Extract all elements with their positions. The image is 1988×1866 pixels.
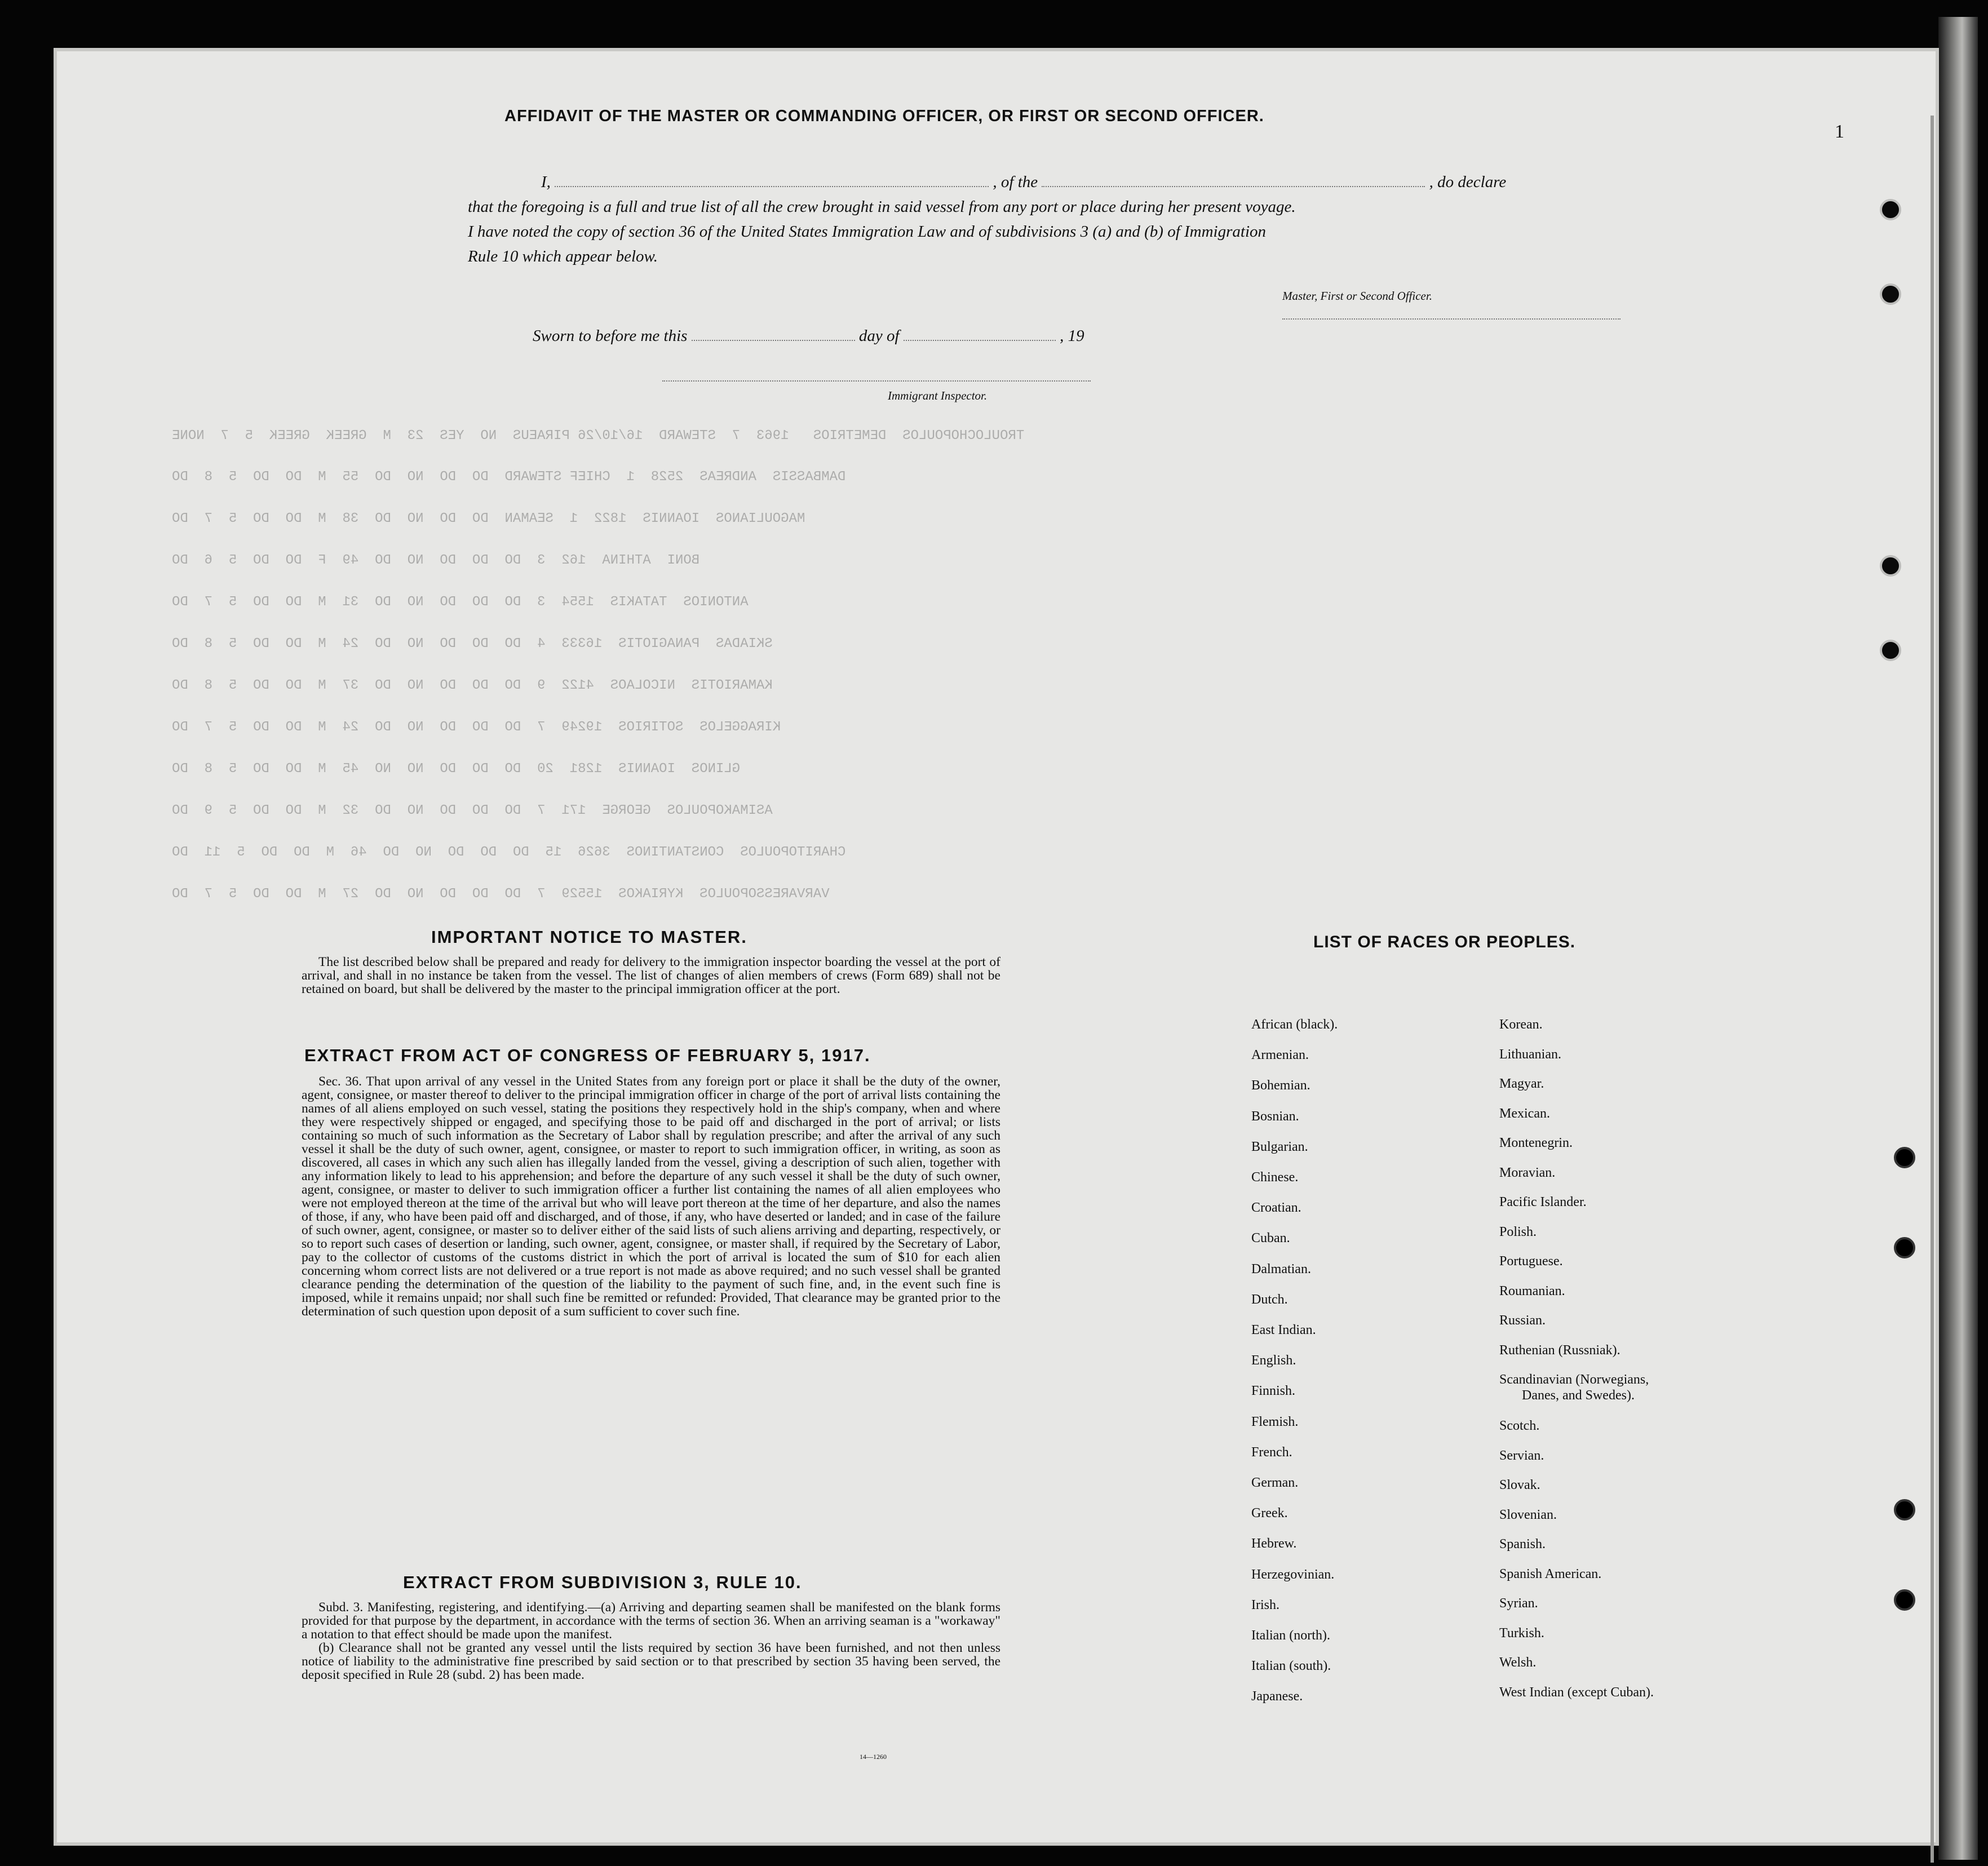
rule-heading: EXTRACT FROM SUBDIVISION 3, RULE 10. — [403, 1572, 802, 1592]
bleed-row: KIRAGGELOS SOTIRIOS 19249 7 DO DO DO NO DO 24 M DO DO 5 7 DO — [172, 720, 781, 735]
bleed-row: CHARITOPOULOS CONSTANTINOS 3626 15 DO DO DO NO DO 46 M DO DO 5 11 DO — [172, 845, 846, 860]
bleed-row: BONI ATHINA 162 3 DO DO DO NO DO 49 F DO DO 5 6 DO — [172, 553, 700, 568]
affidavit-line2: that the foregoing is a full and true list of all the crew brought in said vessel from any port or place during her present voyage. — [468, 198, 1296, 216]
vessel-field[interactable] — [1042, 186, 1425, 187]
race-item: Flemish. — [1251, 1414, 1299, 1429]
bleed-row: SKIADAS PANAGIOTIS 16333 4 DO DO DO NO DO 24 M DO DO 5 8 DO — [172, 636, 773, 651]
race-item: Dalmatian. — [1251, 1261, 1311, 1276]
race-item: Bohemian. — [1251, 1078, 1310, 1093]
race-item: Bosnian. — [1251, 1109, 1299, 1124]
page-edge-strip — [1938, 17, 1978, 1860]
race-item: Japanese. — [1251, 1689, 1303, 1704]
sworn-label: Sworn to before me this — [533, 327, 688, 345]
race-item: Cuban. — [1251, 1231, 1290, 1246]
form-code: 14—1260 — [860, 1753, 887, 1761]
bleed-row: ANTONIOS TATAKIS 1554 3 DO DO DO NO DO 31 M DO DO 5 7 DO — [172, 595, 749, 610]
bleed-row: GLINOS IOANNIS 1281 20 DO DO DO NO NO 45 M DO DO 5 8 DO — [172, 761, 741, 777]
race-item: East Indian. — [1251, 1323, 1316, 1337]
binder-hole — [1880, 199, 1901, 220]
binder-hole — [1880, 640, 1901, 661]
page-number: 1 — [1835, 121, 1844, 142]
race-item: Italian (north). — [1251, 1628, 1330, 1643]
notice-text: The list described below shall be prepared and ready for delivery to the immigration inspector boarding the vessel at the port of arrival, and shall in no instance be taken from the vessel. The list of changes of alien members of crews (Form 689) shall not be retained on board, but shall be delivered by the master to the principal immigration officer at the port. — [302, 955, 1000, 996]
race-item: Italian (south). — [1251, 1659, 1331, 1674]
binder-hole — [1880, 283, 1901, 305]
race-item: Irish. — [1251, 1597, 1279, 1612]
race-item: Croatian. — [1251, 1200, 1301, 1216]
binder-hole — [1894, 1499, 1915, 1521]
race-item: Slovenian. — [1499, 1507, 1557, 1522]
race-item: Turkish. — [1499, 1625, 1544, 1641]
race-item: Dutch. — [1251, 1292, 1288, 1307]
signature-line[interactable] — [1282, 318, 1620, 320]
race-item: African (black). — [1251, 1017, 1338, 1032]
affidavit-title: AFFIDAVIT OF THE MASTER OR COMMANDING OFFICER, OR FIRST OR SECOND OFFICER. — [504, 107, 1264, 125]
manifest-page — [54, 48, 1939, 1846]
race-item: Mexican. — [1499, 1106, 1550, 1121]
race-item: Russian. — [1499, 1313, 1546, 1328]
act-text-block — [302, 1075, 1000, 1318]
i-label: I, — [541, 173, 551, 191]
race-item: Herzegovinian. — [1251, 1567, 1335, 1582]
rule-text-block — [302, 1601, 1000, 1682]
race-item: Magyar. — [1499, 1076, 1544, 1091]
race-item: Danes, and Swedes). — [1522, 1388, 1635, 1403]
affidavit-line3: I have noted the copy of section 36 of the United States Immigration Law and of subdivisions 3 (a) and (b) of Immigration — [468, 223, 1267, 241]
bleed-row: ASIMAKOPOULOS GEORGE 171 7 DO DO DO NO DO 32 M DO DO 5 9 DO — [172, 803, 773, 818]
race-item: Chinese. — [1251, 1170, 1299, 1185]
bleed-row: MAGOULIANOS IOANNIS 1822 1 SEAMAN DO DO NO DO 38 M DO DO 5 7 DO — [172, 511, 805, 526]
race-item: Bulgarian. — [1251, 1139, 1308, 1154]
race-item: Spanish. — [1499, 1537, 1546, 1552]
race-item: Syrian. — [1499, 1596, 1538, 1611]
binder-hole — [1880, 555, 1901, 577]
bleed-row: KAMARIOTIS NICOLAOS 4122 9 DO DO DO NO DO 37 M DO DO 5 8 DO — [172, 678, 773, 693]
race-item: Polish. — [1499, 1224, 1537, 1239]
race-item: Welsh. — [1499, 1655, 1537, 1670]
signature-label: Master, First or Second Officer. — [1282, 289, 1432, 303]
race-item: Ruthenian (Russniak). — [1499, 1342, 1620, 1358]
notice-text-block — [302, 955, 1000, 996]
binder-hole — [1894, 1147, 1915, 1168]
rule-para-a: Subd. 3. Manifesting, registering, and identifying.—(a) Arriving and departing seamen shall be manifested on the blank forms provided for that purpose by the department, in accordance with the terms of section 36. When an arriving seaman is a "workaway" a notation to that effect should be made upon the manifest. — [302, 1600, 1000, 1642]
race-item: Scotch. — [1499, 1419, 1540, 1433]
year-label: , 19 — [1060, 327, 1084, 345]
bleed-row: VARVARESSOPOULOS KYRIAKOS 15529 7 DO DO DO NO DO 27 M DO DO 5 7 DO — [172, 887, 830, 902]
rule-para-b: (b) Clearance shall not be granted any vessel until the lists required by section 36 have been furnished, and not then unless notice of liability to the administrative fine prescribed by said section or to that prescribed by section 35 having been served, the deposit specified in Rule 28 (subd. 2) has been made. — [302, 1641, 1000, 1682]
affidavit-line4: Rule 10 which appear below. — [468, 247, 658, 265]
notice-heading: IMPORTANT NOTICE TO MASTER. — [431, 927, 747, 947]
race-item: Lithuanian. — [1499, 1047, 1561, 1062]
race-item: Korean. — [1499, 1017, 1543, 1032]
race-item: Scandinavian (Norwegians, — [1499, 1372, 1649, 1387]
race-item: French. — [1251, 1444, 1292, 1460]
race-item: Servian. — [1499, 1448, 1544, 1463]
race-item: German. — [1251, 1475, 1299, 1490]
race-item: Armenian. — [1251, 1048, 1309, 1063]
of-the-label: , of the — [993, 173, 1038, 191]
day-of-label: day of — [858, 327, 900, 345]
name-field[interactable] — [555, 186, 989, 187]
race-item: Finnish. — [1251, 1384, 1296, 1399]
binder-hole — [1894, 1589, 1915, 1611]
race-item: Slovak. — [1499, 1478, 1540, 1492]
race-item: Montenegrin. — [1499, 1136, 1573, 1150]
bleed-row: DAMBASSIS ANDREAS 2528 1 CHIEF STEWARD DO DO NO DO 55 M DO DO 5 8 DO — [172, 469, 846, 485]
declare-label: , do declare — [1429, 173, 1507, 191]
race-item: Portuguese. — [1499, 1254, 1563, 1269]
sworn-month-field[interactable] — [904, 340, 1056, 341]
race-item: Roumanian. — [1499, 1283, 1565, 1298]
sworn-day-field[interactable] — [692, 340, 855, 341]
inspector-line[interactable] — [662, 380, 1091, 382]
act-text: Sec. 36. That upon arrival of any vessel in the United States from any foreign port or place it shall be the duty of the owner, agent, consignee, or master thereof to deliver to the principal immigration officer in charge of the port of arrival lists containing the names of all aliens employed on such vessel, stating the positions they respectively hold in the ship's company, when and where they were respectively shipped or engaged, and specifying those to be paid off and discharged in the port of arrival; or lists containing so much of such information as the Secretary of Labor shall by regulation prescribe; and after the arrival of any such vessel it shall be the duty of such owner, agent, consignee, or master to report to such immigration officer, in writing, as soon as discovered, all cases in which any such alien has illegally landed from the vessel, giving a description of such alien, together with any information likely to lead to his apprehension; and before the departure of any such vessel it shall be the duty of such owner, agent, consignee, or master to deliver to such immigration officer a further list containing the names of all alien employees who were not employed thereon at the time of the arrival but who will leave port thereon at the time of her departure, and also the names of those, if any, who have been paid off and discharged, and of those, if any, who have deserted or landed; and in case of the failure of such owner, agent, consignee, or master so to deliver either of the said lists of such aliens arriving and departing, respectively, or so to report such cases of desertion or landing, such owner, agent, consignee, or master shall, if required by the Secretary of Labor, pay to the collector of customs of the customs district in which the port of arrival is located the sum of $10 for each alien concerning whom correct lists are not delivered or a true report is not made as above required; and no such vessel shall be granted clearance pending the determination of the question of the liability to the payment of such fine, and, in the event such fine is imposed, while it remains unpaid; nor shall such fine be remitted or refunded: Provided, That clearance may be granted prior to the determination of such question upon deposit of a sum sufficient to cover such fine. — [302, 1074, 1000, 1319]
race-item: West Indian (except Cuban). — [1499, 1685, 1654, 1700]
race-item: Greek. — [1251, 1506, 1288, 1521]
affidavit-line1 — [541, 173, 1506, 192]
inspector-label: Immigrant Inspector. — [888, 389, 988, 402]
race-item: Pacific Islander. — [1499, 1195, 1587, 1209]
race-item: Hebrew. — [1251, 1536, 1297, 1552]
sworn-line — [533, 327, 1084, 345]
races-heading: LIST OF RACES OR PEOPLES. — [1313, 933, 1576, 951]
fold-line — [1931, 116, 1934, 1863]
act-heading: EXTRACT FROM ACT OF CONGRESS OF FEBRUARY 5, 1917. — [304, 1045, 871, 1065]
binder-hole — [1894, 1237, 1915, 1258]
race-item: English. — [1251, 1353, 1296, 1368]
race-item: Spanish American. — [1499, 1566, 1602, 1581]
race-item: Moravian. — [1499, 1165, 1556, 1180]
bleed-row: TROULOCHOPOULOS DEMETRIOS 1963 7 STEWARD 16/10/26 PIRAEUS NO YES 23 M GREEK GREEK 5 7 NONE — [172, 428, 1025, 444]
